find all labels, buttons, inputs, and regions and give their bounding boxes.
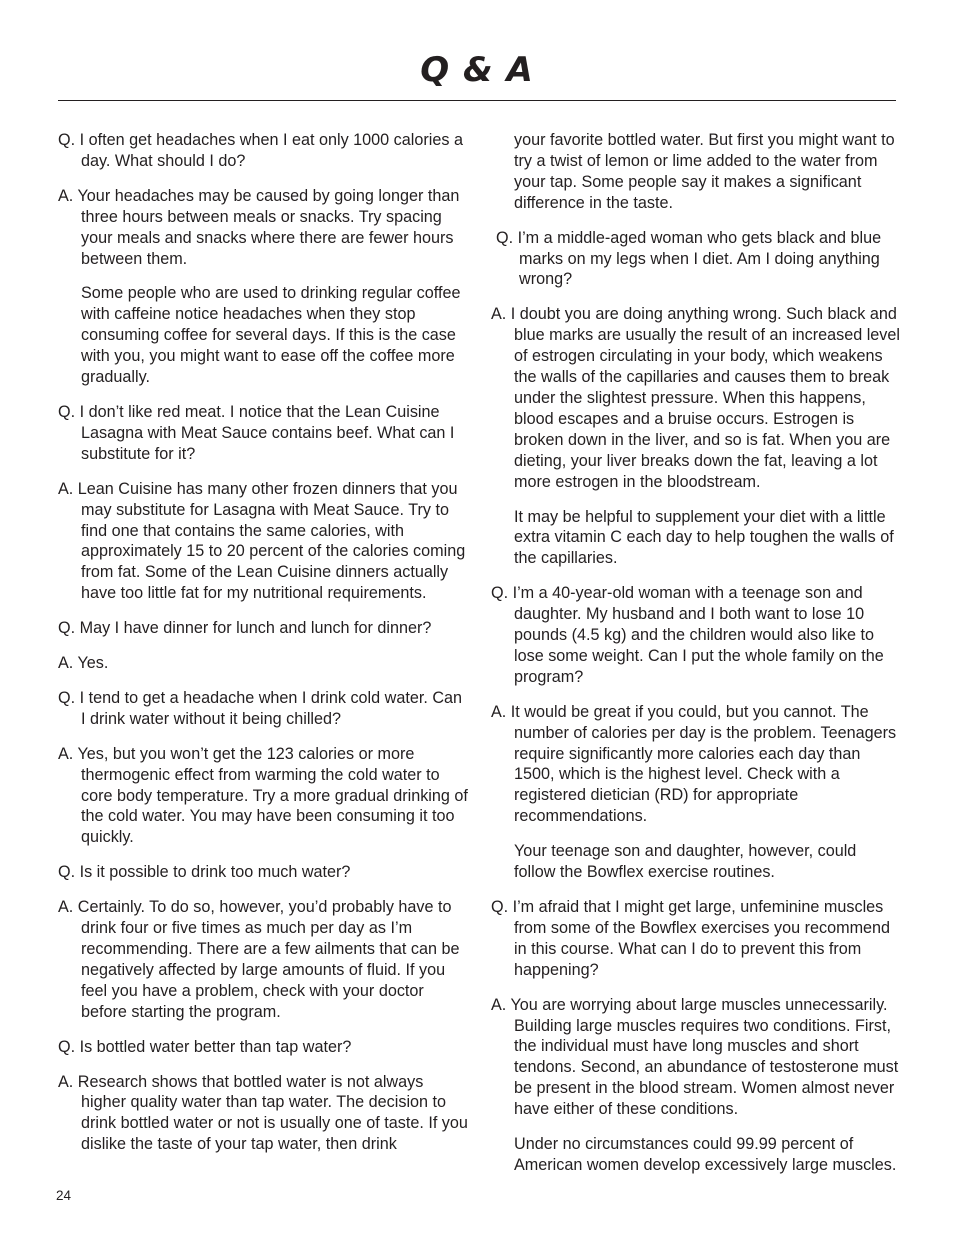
question-text: Q. I’m afraid that I might get large, unfeminine muscles from some of the Bowflex exercises you recommend in this course. What can I do to prevent this from happening? bbox=[491, 898, 891, 979]
answer-continuation-text: Some people who are used to drinking regular coffee with caffeine notice headaches when they stop consuming coffee for several days. If this is the case with you, you might want to ease off the coffee more gradually. bbox=[81, 284, 461, 387]
page-title: Q & A bbox=[420, 50, 534, 90]
answer-text: A. Yes, but you won’t get the 123 calories or more thermogenic effect from warming the cold water to core body temperature. Try a more gradual drinking of the cold water. You may have been consuming it too quickly. bbox=[58, 744, 468, 847]
title-divider bbox=[58, 100, 896, 101]
question-text: Q. I’m a 40-year-old woman with a teenage son and daughter. My husband and I both want to lose 10 pounds (4.5 kg) and the children would also like to lose some weight. Can I put the whole family on the program? bbox=[491, 584, 884, 686]
answer-text: A. Lean Cuisine has many other frozen dinners that you may substitute for Lasagna with Meat Sauce. Try to find one that contains the same calories, with approximately 15 to 20 percent of the calories coming from fat. Some of the Lean Cuisine dinners actually have too little fat for my nutritional requirements. bbox=[58, 479, 466, 603]
question-text: Q. I often get headaches when I eat only 1000 calories a day. What should I do? bbox=[58, 131, 463, 170]
answer-continuation-text: Under no circumstances could 99.99 percent of American women develop excessively large muscles. bbox=[514, 1135, 897, 1174]
answer-text: A. Certainly. To do so, however, you’d probably have to drink four or five times as much per day as I’m recommending. There are a few ailments that can be negatively affected by large amounts of fluid. If you feel you have a problem, check with your doctor before starting the program. bbox=[58, 898, 460, 1021]
answer-text: A. I doubt you are doing anything wrong. Such black and blue marks are usually the result of an increased level of estrogen circulating in your body, which weakens the walls of the capillaries and causes them to break under the slightest pressure. When this happens, blood escapes and a bruise occurs. Estrogen is broken down in the liver, and so is fat. When you are dieting, your liver breaks down the fat, leaving a lot more estrogen in the bloodstream. bbox=[491, 305, 901, 491]
answer-text: A. Research shows that bottled water is not always higher quality water than tap water. The decision to drink bottled water or not is usually one of taste. If you dislike the taste of your tap water, then drink bbox=[58, 1072, 468, 1154]
page-number: 24 bbox=[56, 1188, 72, 1203]
answer-continuation-text: Your teenage son and daughter, however, could follow the Bowflex exercise routines. bbox=[514, 842, 857, 882]
answer-text: A. Your headaches may be caused by going longer than three hours between meals or snacks. Try spacing your meals and snacks where there are fewer hours between them. bbox=[58, 186, 460, 268]
answer-continuation-text: your favorite bottled water. But first you might want to try a twist of lemon or lime added to the water from your tap. Some people say it makes a significant difference in the taste. bbox=[514, 131, 895, 212]
left-column bbox=[58, 130, 470, 1169]
question-text: Q. Is it possible to drink too much water? bbox=[58, 863, 351, 882]
answer-text: A. Yes. bbox=[58, 654, 109, 673]
question-text: Q. I’m a middle-aged woman who gets black and blue marks on my legs when I diet. Am I doing anything wrong? bbox=[496, 228, 882, 289]
question-text: Q. Is bottled water better than tap water? bbox=[58, 1037, 352, 1056]
question-text: Q. May I have dinner for lunch and lunch for dinner? bbox=[58, 619, 432, 638]
answer-continuation-text: It may be helpful to supplement your diet with a little extra vitamin C each day to help toughen the walls of the capillaries. bbox=[514, 507, 894, 568]
answer-text: A. It would be great if you could, but you cannot. The number of calories per day is the problem. Teenagers require significantly more calories each day than 1500, which is the highest level. Check with a registered dietician (RD) for appropriate recommendations. bbox=[491, 702, 897, 826]
right-column bbox=[491, 130, 901, 1190]
question-text: Q. I tend to get a headache when I drink cold water. Can I drink water without it being chilled? bbox=[58, 688, 463, 728]
answer-text: A. You are worrying about large muscles unnecessarily. Building large muscles requires two conditions. First, the individual must have long muscles and short tendons. Second, an abundance of testosterone must be present in the blood stream. Women almost never have either of these conditions. bbox=[491, 995, 899, 1119]
question-text: Q. I don’t like red meat. I notice that the Lean Cuisine Lasagna with Meat Sauce contains beef. What can I substitute for it? bbox=[58, 402, 455, 463]
